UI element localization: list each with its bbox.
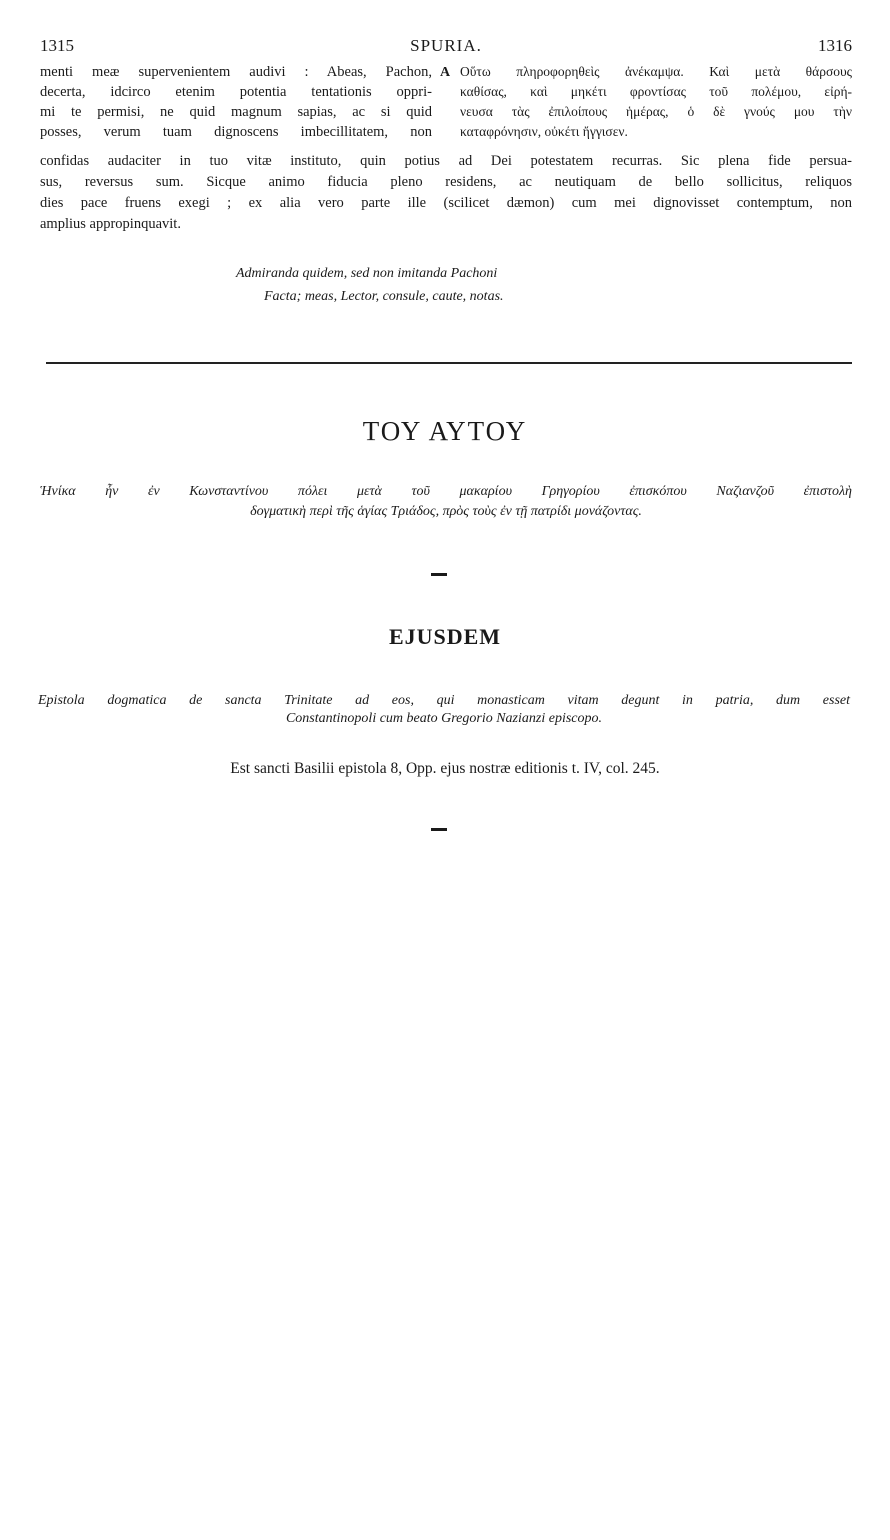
- latin-subtitle-line-1: Epistola dogmatica de sancta Trinitate ad eos, qui monasticam vitam degunt in patria, dum esset: [38, 693, 850, 708]
- paragraph-line: dies pace fruens exegi ; ex alia vero parte ille (scilicet dæmon) cum mei dignovisset contemptum, non: [40, 195, 852, 211]
- paragraph-line: amplius appropinquavit.: [40, 216, 181, 232]
- latin-subtitle-line-2: Constantinopoli cum beato Gregorio Nazianzi episcopo.: [285, 711, 603, 726]
- page-number-right: 1316: [818, 36, 852, 55]
- verse-line-1: Admiranda quidem, sed non imitanda Pachoni: [236, 266, 498, 281]
- greek-title: ΤΟΥ ΑΥΤΟΥ: [362, 416, 528, 446]
- end-dash: [431, 828, 447, 831]
- verse-line-2: Facta; meas, Lector, consule, caute, notas.: [264, 289, 504, 304]
- running-title: SPURIA.: [410, 36, 482, 55]
- section-dash: [431, 573, 447, 576]
- latin-title: EJUSDEM: [388, 624, 502, 649]
- page-number-left: 1315: [40, 36, 74, 55]
- greek-line: καταφρόνησιν, οὐκέτι ἤγγισεν.: [460, 124, 628, 139]
- paragraph-line: sus, reversus sum. Sicque animo fiducia pleno residens, ac neutiquam de bello sollicitus, reliquos: [40, 174, 852, 190]
- latin-line: decerta, idcirco etenim potentia tentationis oppri-: [40, 84, 432, 100]
- latin-line: mi te permisi, ne quid magnum sapias, ac si quid: [40, 104, 432, 120]
- column-marker: A: [440, 65, 451, 80]
- source-note: Est sancti Basilii epistola 8, Opp. ejus nostræ editionis t. IV, col. 245.: [230, 760, 660, 777]
- greek-subtitle-line-1: Ἡνίκα ἦν ἐν Κωνσταντίνου πόλει μετὰ τοῦ μακαρίου Γρηγορίου ἐπισκόπου Ναζιανζοῦ ἐπιστολὴ: [40, 484, 852, 499]
- latin-line: posses, verum tuam dignoscens imbecillitatem, non: [40, 124, 432, 140]
- section-rule: [46, 362, 852, 364]
- running-header: [40, 36, 852, 58]
- paragraph-line: confidas audaciter in tuo vitæ instituto, quin potius ad Dei potestatem recurras. Sic plena fide persua-: [40, 153, 852, 169]
- greek-line: Οὕτω πληροφορηθεὶς ἀνέκαμψα. Καὶ μετὰ θάρσους: [460, 64, 852, 79]
- greek-subtitle-line-2: δογματικὴ περὶ τῆς ἁγίας Τριάδος, πρὸς τοὺς ἐν τῇ πατρίδι μονάζοντας.: [250, 504, 642, 519]
- latin-line: menti meæ supervenientem audivi : Abeas, Pachon,: [40, 64, 432, 80]
- greek-line: καθίσας, καὶ μηκέτι φροντίσας τοῦ πολέμου, εἰρή-: [460, 84, 852, 99]
- greek-line: νευσα τὰς ἐπιλοίπους ἡμέρας, ὁ δὲ γνούς μου τὴν: [460, 104, 852, 119]
